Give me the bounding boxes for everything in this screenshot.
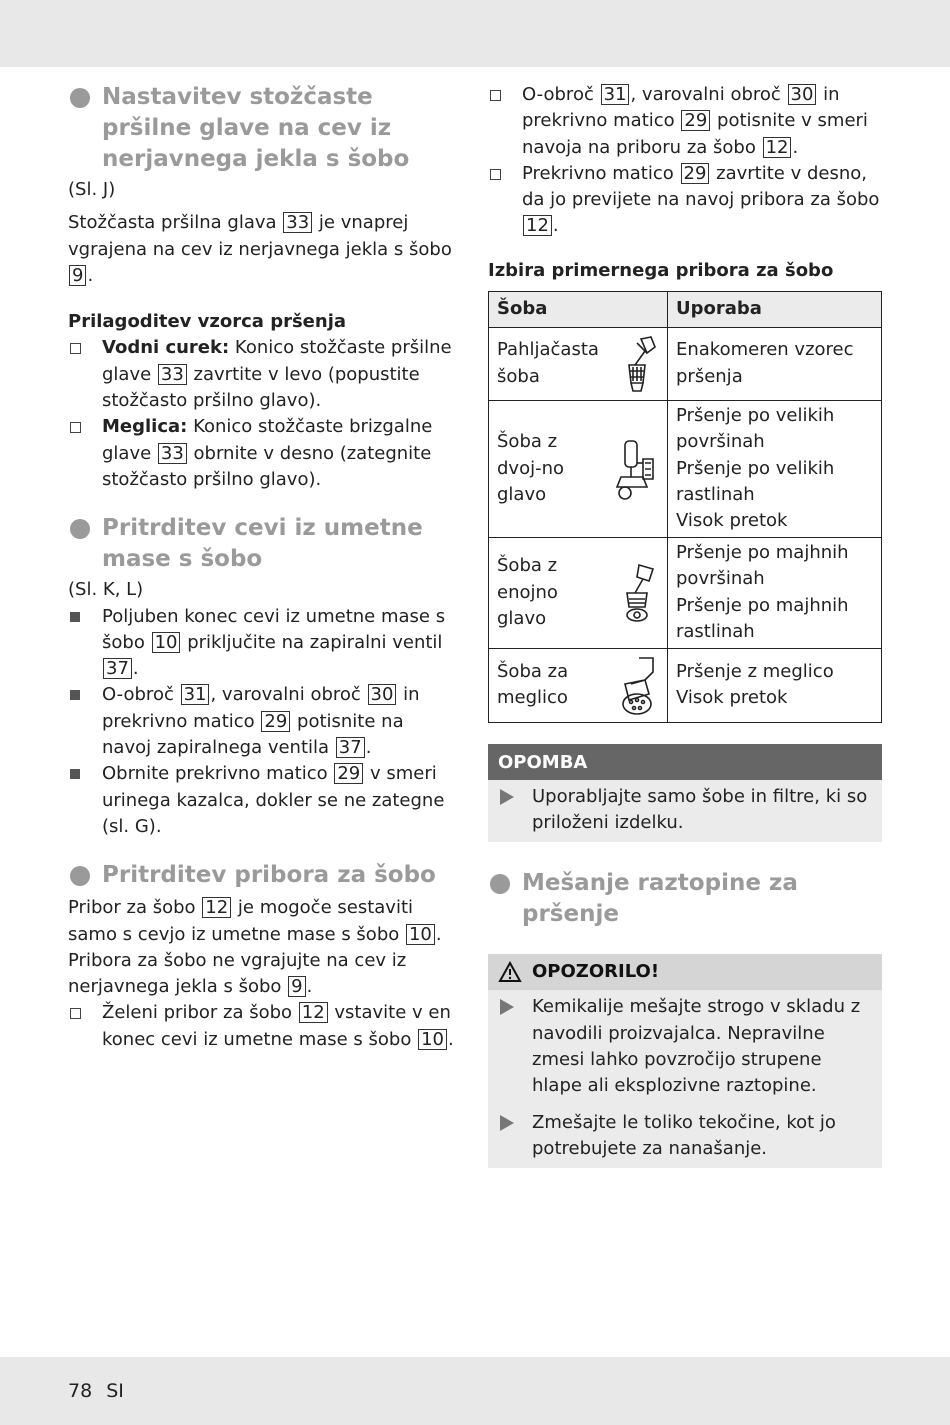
bottom-band (0, 1357, 950, 1425)
usage-text: Visok pretok (676, 510, 788, 532)
list-item: Obrnite prekrivno matico 29 v smeri urinega kazalca, dokler se ne zategne (sl. G). (68, 761, 454, 840)
nozzle-name: Šoba z enojno glavo (497, 555, 558, 629)
note-title: OPOMBA (488, 744, 882, 780)
page-footer (68, 1380, 138, 1402)
part-number: 10 (406, 924, 435, 945)
paragraph: Pribor za šobo 12 je mogoče sestaviti samo s cevjo iz umetne mase s šobo 10 . (68, 897, 442, 945)
mist-nozzle-icon (617, 654, 659, 716)
triangle-bullet-icon (500, 789, 514, 805)
table-header: Šoba (489, 291, 668, 327)
part-number: 9 (69, 265, 86, 286)
list-item: Poljuben konec cevi iz umetne mase s šobo 10 priključite na zapiralni ventil 37 . (68, 604, 454, 683)
subheading: Prilagoditev vzorca pršenja (68, 311, 347, 333)
nozzle-name: Šoba za meglico (497, 660, 569, 709)
list-item: Želeni pribor za šobo 12 vstavite v en konec cevi iz umetne mase s šobo 10 . (68, 1000, 454, 1053)
part-number: 12 (299, 1002, 328, 1023)
checkbox-bullet-icon (70, 422, 81, 433)
part-number: 31 (181, 684, 210, 705)
part-number: 37 (336, 737, 365, 758)
page-number: 78 (68, 1380, 93, 1402)
checkbox-bullet-icon (490, 169, 501, 180)
figure-ref: (Sl. K, L) (68, 579, 144, 601)
part-number: 33 (158, 364, 187, 385)
note-item: Uporabljajte samo šobe in filtre, ki so priloženi izdelku. (488, 780, 882, 843)
section-heading-plastic-hose: Pritrditev cevi iz umetne mase s šobo (68, 513, 454, 575)
bullet-dot-icon (70, 88, 90, 108)
triangle-bullet-icon (500, 1115, 514, 1131)
nozzle-name: Šoba z dvoj-no glavo (497, 431, 565, 505)
part-number: 31 (601, 84, 630, 105)
section-heading-mixing: Mešanje raztopine za pršenje (488, 868, 882, 930)
table-title: Izbira primernega pribora za šobo (488, 259, 834, 281)
warning-title: OPOZORILO! (532, 961, 660, 983)
square-bullet-icon (70, 690, 80, 700)
part-number: 12 (523, 215, 552, 236)
paragraph: Stožčasta pršilna glava 33 je vnaprej vgrajena na cev iz nerjavnega jekla s šobo 9 . (68, 212, 452, 286)
checkbox-bullet-icon (70, 1008, 81, 1019)
part-number: 9 (288, 976, 305, 997)
nozzle-table (488, 291, 882, 723)
bullet-dot-icon (490, 874, 510, 894)
fan-nozzle-icon (619, 333, 659, 395)
list-item: Prekrivno matico 29 zavrtite v desno, da jo previjete na navoj pribora za šobo 12 . (488, 161, 882, 240)
triangle-bullet-icon (500, 999, 514, 1015)
part-number: 30 (788, 84, 817, 105)
section-heading-nozzle-accessory: Pritrditev pribora za šobo (68, 860, 454, 891)
part-number: 29 (681, 110, 710, 131)
list-item: O-obroč 31 , varovalni obroč 30 in prekrivno matico 29 potisnite v smeri navoja na priboru za šobo 12 . (488, 82, 882, 161)
usage-text: Visok pretok (676, 687, 788, 709)
checkbox-bullet-icon (70, 343, 81, 354)
part-number: 10 (152, 632, 181, 653)
right-column (488, 82, 882, 1168)
bullet-dot-icon (70, 519, 90, 539)
part-number: 12 (202, 897, 231, 918)
table-row (489, 648, 882, 722)
table-row (489, 537, 882, 648)
usage-text: Pršenje po velikih površinah (676, 405, 835, 453)
usage-text: Pršenje po velikih rastlinah (676, 457, 835, 505)
usage-text: Enakomeren vzorec pršenja (676, 339, 854, 387)
paragraph: Pribora za šobo ne vgrajujte na cev iz nerjavnega jekla s šobo 9 . (68, 949, 407, 998)
section-heading-cone-nozzle: Nastavitev stožčaste pršilne glave na cev iz nerjavnega jekla s šobo (68, 82, 454, 175)
part-number: 29 (681, 163, 710, 184)
part-number: 37 (103, 658, 132, 679)
warning-box (488, 954, 882, 1168)
table-row (489, 400, 882, 537)
left-column (68, 82, 454, 1053)
warning-item: Kemikalije mešajte strogo v skladu z navodili proizvajalca. Nepravilne zmesi lahko povzročijo strupene hlape ali eksplozivne raztopine. (488, 990, 882, 1105)
single-head-nozzle-icon (619, 561, 659, 625)
part-number: 10 (418, 1029, 447, 1050)
part-number: 30 (368, 684, 397, 705)
part-number: 29 (334, 763, 363, 784)
checkbox-bullet-icon (490, 90, 501, 101)
top-band (0, 0, 950, 67)
table-header-row (489, 291, 882, 327)
bullet-dot-icon (70, 866, 90, 886)
note-box (488, 744, 882, 843)
usage-text: Pršenje po majhnih površinah (676, 542, 849, 590)
warning-header (488, 954, 882, 990)
warning-item: Zmešajte le toliko tekočine, kot jo potrebujete za nanašanje. (488, 1106, 882, 1169)
double-head-nozzle-icon (615, 437, 659, 501)
square-bullet-icon (70, 769, 80, 779)
part-number: 33 (283, 212, 312, 233)
figure-ref: (Sl. J) (68, 179, 116, 200)
part-number: 12 (763, 137, 792, 158)
list-item: Vodni curek: Konico stožčaste pršilne glave 33 zavrtite v levo (popustite stožčasto pršilno glavo). (68, 335, 454, 414)
table-header: Uporaba (668, 291, 882, 327)
table-row (489, 327, 882, 400)
part-number: 29 (261, 711, 290, 732)
part-number: 33 (158, 443, 187, 464)
usage-text: Pršenje po majhnih rastlinah (676, 594, 849, 643)
list-item: Meglica: Konico stožčaste brizgalne glave 33 obrnite v desno (zategnite stožčasto pršilno glavo). (68, 414, 454, 493)
list-item: O-obroč 31 , varovalni obroč 30 in prekrivno matico 29 potisnite na navoj zapiralnega ventila 37 . (68, 682, 454, 761)
square-bullet-icon (70, 612, 80, 622)
warning-triangle-icon (498, 961, 522, 983)
nozzle-name: Pahljačasta šoba (497, 339, 599, 387)
language-code: SI (106, 1380, 124, 1402)
usage-text: Pršenje z meglico (676, 660, 834, 682)
